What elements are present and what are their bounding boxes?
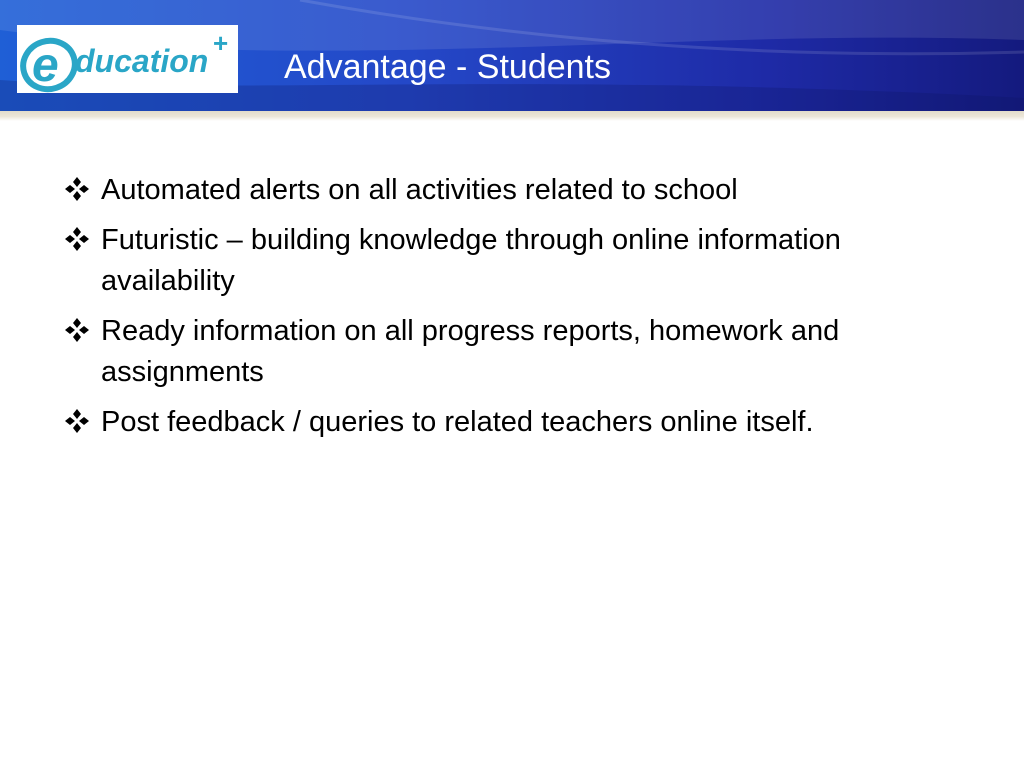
four-diamond-bullet-icon [64,226,90,252]
four-diamond-bullet-icon [64,408,90,434]
logo-initial: e [32,39,59,92]
bullet-list [64,170,964,452]
bullet-item [64,402,964,443]
bullet-text: Futuristic – building knowledge through online information availability [101,224,841,297]
bullet-text: Automated alerts on all activities related to school [101,174,738,206]
slide-title: Advantage - Students [284,48,612,86]
education-plus-logo [17,25,238,93]
logo-wordmark: ducation [75,43,209,79]
four-diamond-bullet-icon [64,176,90,202]
bullet-item [64,220,964,302]
bullet-text: Post feedback / queries to related teachers online itself. [101,406,814,438]
logo-plus: + [213,28,229,58]
bullet-text: Ready information on all progress reports, homework and assignments [101,315,840,388]
bullet-item [64,311,964,393]
header-shadow [0,111,1024,121]
four-diamond-bullet-icon [64,317,90,343]
bullet-item [64,170,964,211]
